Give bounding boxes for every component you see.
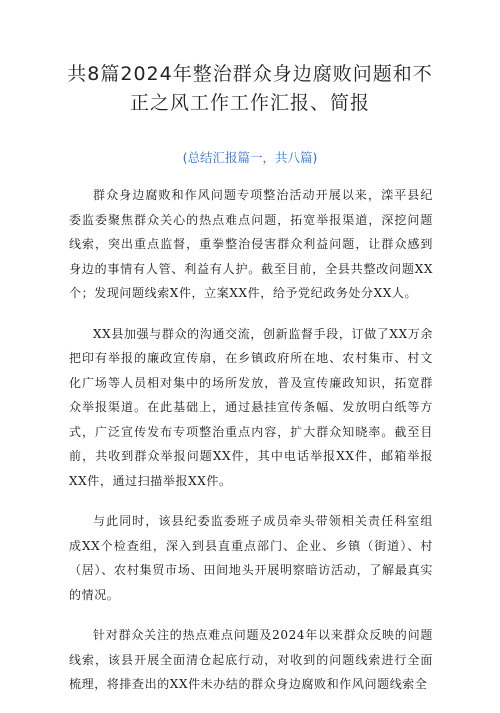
document-title: 共8篇2024年整治群众身边腐败问题和不正之风工作工作汇报、简报 bbox=[67, 63, 433, 114]
body-paragraph: 针对群众关注的热点难点问题及2024年以来群众反映的问题线索，该县开展全面清仓起底行动，对收到的问题线索进行全面梳理，将排查出的XX件未办结的群众身边腐败和作风问题线索全 bbox=[69, 628, 433, 691]
body-paragraph: XX县加强与群众的沟通交流，创新监督手段，订做了XX万余把印有举报的廉政宣传扇，在乡镇政府所在地、农村集市、村文化广场等人员相对集中的场所发放，普及宣传廉政知识，拓宽群众举报渠道。在此基础上，通过悬挂宣传条幅、发放明白纸等方式，广泛宣传发布专项整治重点内容，扩大群众知晓率。截至目前，共收到群众举报问题XX件，其中电话举报XX件，邮箱举报XX件，通过扫描举报XX件。 bbox=[69, 326, 433, 488]
document-body bbox=[69, 183, 433, 713]
document-subtitle: (总结汇报篇一，共八篇) bbox=[182, 150, 318, 165]
body-paragraph: 群众身边腐败和作风问题专项整治活动开展以来，滦平县纪委监委聚焦群众关心的热点难点问题，拓宽举报渠道，深挖问题线索，突出重点监督，重拳整治侵害群众利益问题，让群众感到身边的事情有人管、利益有人护。截至目前，全县共整改问题XX个；发现问题线索X件，立案XX件，给予党纪政务处分XX人。 bbox=[69, 188, 433, 300]
body-paragraph: 与此同时，该县纪委监委班子成员牵头带领相关责任科室组成XX个检查组，深入到县直重点部门、企业、乡镇（街道）、村（居）、农村集贸市场、田间地头开展明察暗访活动，了解最真实的情况。 bbox=[69, 514, 433, 602]
